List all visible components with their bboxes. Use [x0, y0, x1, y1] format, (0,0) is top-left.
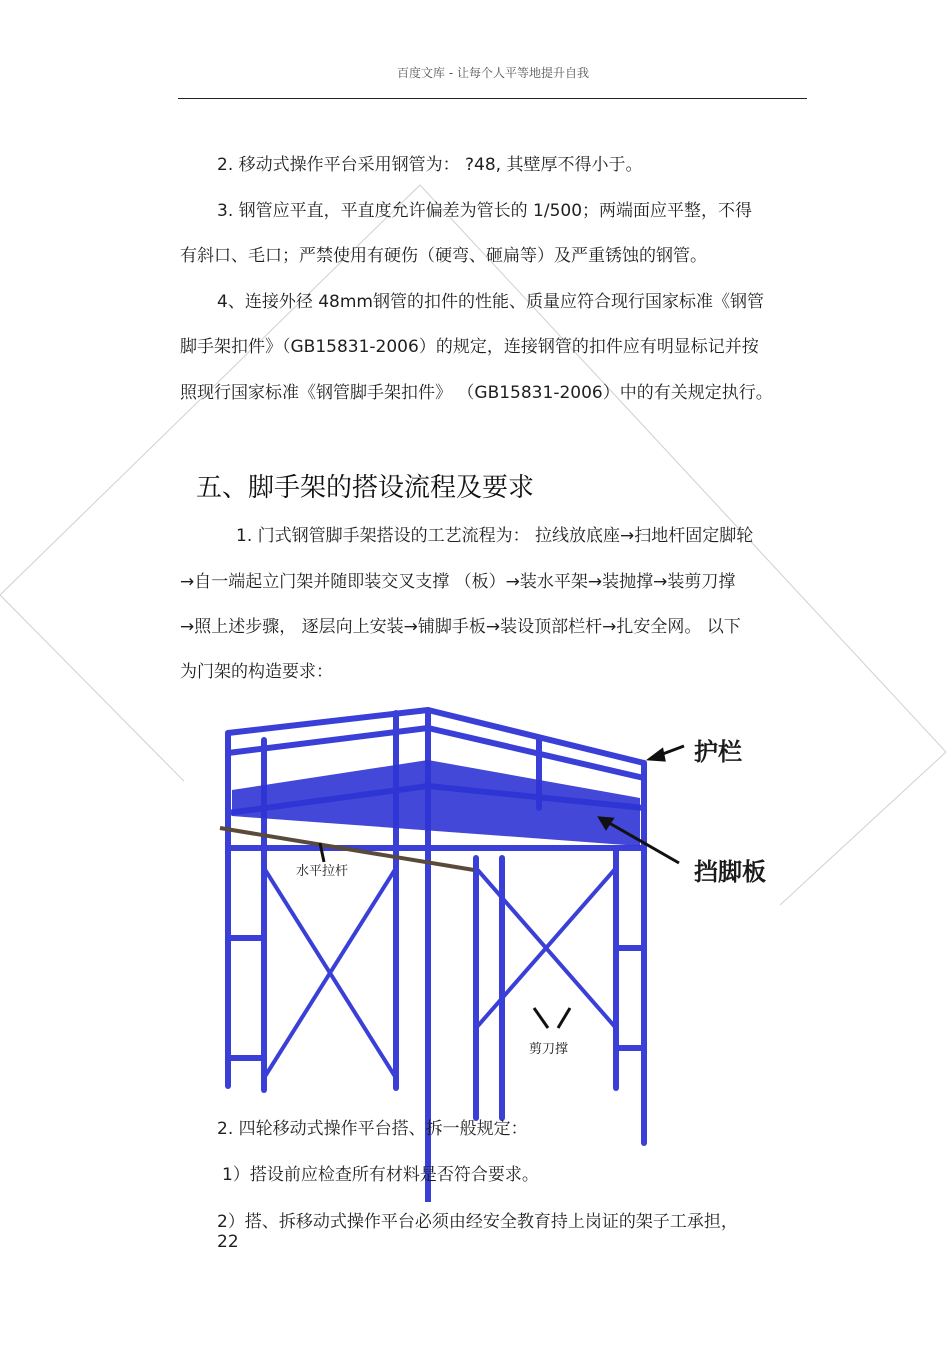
page-number: 22	[217, 1232, 239, 1252]
overlay-line2: 1）搭设前应检查所有材料是否符合要求。	[222, 1165, 539, 1185]
label-horizontal-tie: 水平拉杆	[296, 864, 349, 879]
label-toeboard: 挡脚板	[694, 858, 766, 886]
label-scissor-brace: 剪刀撑	[529, 1042, 569, 1057]
section-1-line2: →自一端起立门架并随即装交叉支撑 （板）→装水平架→装抛撑→装剪刀撑	[180, 572, 736, 592]
overlay-line1: 2. 四轮移动式操作平台搭、拆一般规定：	[217, 1119, 528, 1139]
section-1-line3: →照上述步骤， 逐层向上安装→铺脚手板→装设顶部栏杆→扎安全网。 以下	[180, 617, 741, 637]
page-header: 百度文库 - 让每个人平等地提升自我	[397, 66, 589, 80]
paragraph-2: 2. 移动式操作平台采用钢管为： ?48, 其壁厚不得小于。	[217, 155, 643, 175]
paragraph-4-line2: 脚手架扣件》（GB15831-2006）的规定，连接钢管的扣件应有明显标记并按	[180, 337, 759, 357]
overlay-line3: 2）搭、拆移动式操作平台必须由经安全教育持上岗证的架子工承担，	[217, 1212, 738, 1232]
section-heading: 五、脚手架的搭设流程及要求	[196, 473, 535, 503]
paragraph-4-line1: 4、连接外径 48mm钢管的扣件的性能、质量应符合现行国家标准《钢管	[217, 292, 764, 312]
section-1-line4: 为门架的构造要求：	[180, 662, 333, 682]
paragraph-4-line3: 照现行国家标准《钢管脚手架扣件》 （GB15831-2006）中的有关规定执行。	[180, 383, 773, 403]
header-divider	[178, 98, 807, 99]
paragraph-3-line1: 3. 钢管应平直，平直度允许偏差为管长的 1/500；两端面应平整，不得	[217, 201, 753, 221]
label-guardrail: 护栏	[694, 738, 742, 766]
paragraph-3-line2: 有斜口、毛口；严禁使用有硬伤（硬弯、砸扁等）及严重锈蚀的钢管。	[180, 246, 707, 266]
section-1-line1: 1. 门式钢管脚手架搭设的工艺流程为： 拉线放底座→扫地杆固定脚轮	[236, 526, 754, 546]
